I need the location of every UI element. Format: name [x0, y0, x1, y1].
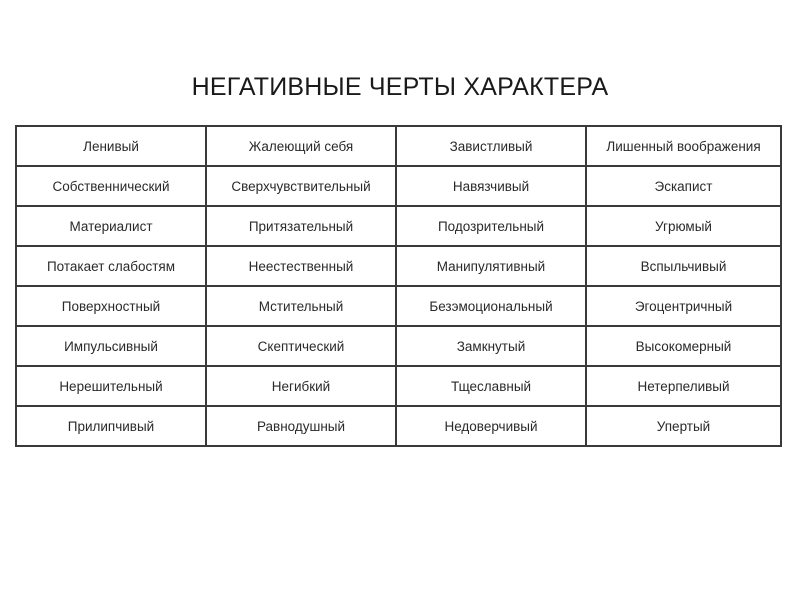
- table-cell: Безэмоциональный: [396, 286, 586, 326]
- table-cell: Потакает слабостям: [16, 246, 206, 286]
- table-cell: Ленивый: [16, 126, 206, 166]
- table-cell: Скептический: [206, 326, 396, 366]
- table-cell: Навязчивый: [396, 166, 586, 206]
- table-row: [16, 206, 781, 246]
- table-row: [16, 366, 781, 406]
- table-cell: Нетерпеливый: [586, 366, 781, 406]
- table-cell: Неестественный: [206, 246, 396, 286]
- table-row: [16, 406, 781, 446]
- table-cell: Притязательный: [206, 206, 396, 246]
- table-cell: Прилипчивый: [16, 406, 206, 446]
- table-row: [16, 326, 781, 366]
- table-cell: Сверхчувствительный: [206, 166, 396, 206]
- table-cell: Подозрительный: [396, 206, 586, 246]
- table-cell: Поверхностный: [16, 286, 206, 326]
- table-cell: Недоверчивый: [396, 406, 586, 446]
- table-cell: Лишенный воображения: [586, 126, 781, 166]
- table-cell: Замкнутый: [396, 326, 586, 366]
- table-cell: Собственнический: [16, 166, 206, 206]
- page-title: НЕГАТИВНЫЕ ЧЕРТЫ ХАРАКТЕРА: [191, 72, 609, 101]
- table-cell: Негибкий: [206, 366, 396, 406]
- table-cell: Угрюмый: [586, 206, 781, 246]
- table-row: [16, 166, 781, 206]
- table-cell: Равнодушный: [206, 406, 396, 446]
- table-cell: Жалеющий себя: [206, 126, 396, 166]
- table-cell: Завистливый: [396, 126, 586, 166]
- table-cell: Вспыльчивый: [586, 246, 781, 286]
- table-cell: Тщеславный: [396, 366, 586, 406]
- table-row: [16, 286, 781, 326]
- table-cell: Нерешительный: [16, 366, 206, 406]
- table-cell: Эскапист: [586, 166, 781, 206]
- traits-table: [15, 125, 782, 447]
- traits-table-body: [16, 126, 781, 446]
- table-row: [16, 126, 781, 166]
- table-cell: Материалист: [16, 206, 206, 246]
- table-cell: Эгоцентричный: [586, 286, 781, 326]
- table-cell: Импульсивный: [16, 326, 206, 366]
- table-cell: Высокомерный: [586, 326, 781, 366]
- table-cell: Мстительный: [206, 286, 396, 326]
- table-cell: Упертый: [586, 406, 781, 446]
- table-cell: Манипулятивный: [396, 246, 586, 286]
- table-row: [16, 246, 781, 286]
